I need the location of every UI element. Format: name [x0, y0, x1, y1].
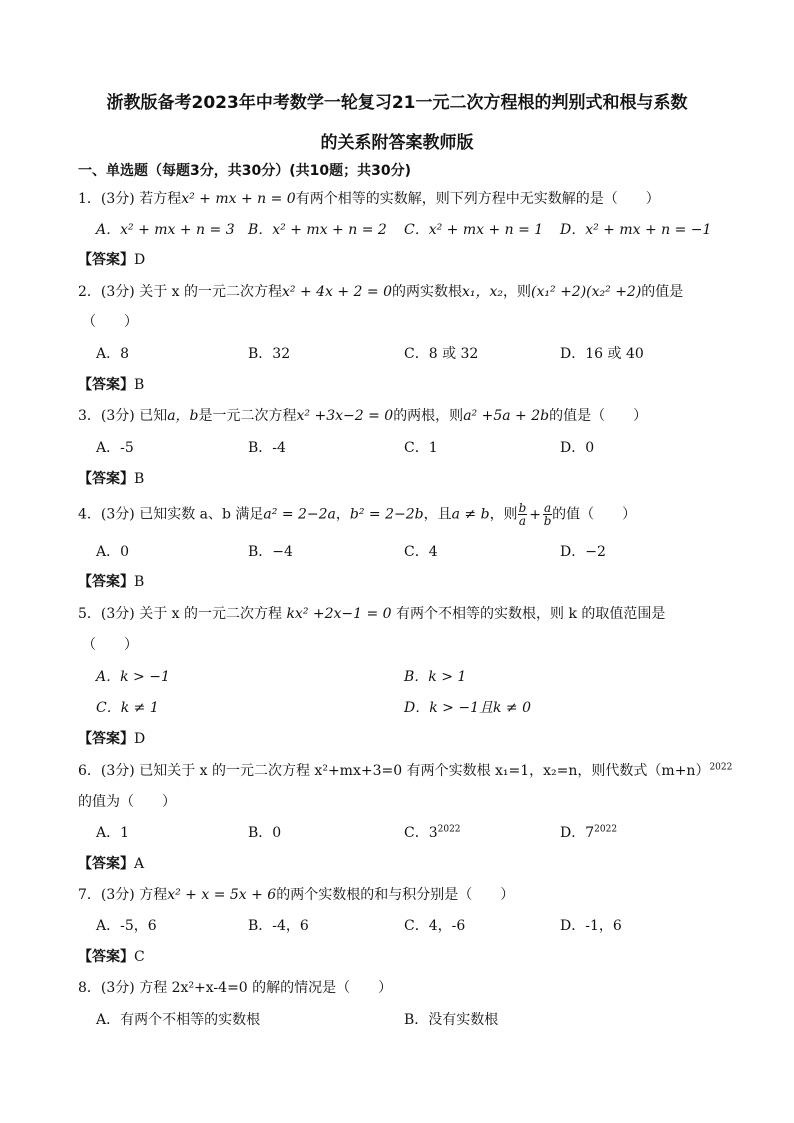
answer-label: 【答案】 [78, 949, 134, 965]
q8-option-a: A．有两个不相等的实数根 [96, 1012, 261, 1028]
q3-mid2: 的两根，则 [393, 408, 464, 424]
q6-option-b: B．0 [248, 825, 282, 841]
q1-answer-value: D [134, 252, 146, 268]
q3-pre: 3．(3分) 已知 [78, 408, 168, 424]
q4-frac2-num: a [543, 501, 552, 515]
answer-label: 【答案】 [78, 471, 134, 487]
answer-label: 【答案】 [78, 377, 134, 393]
q2-expression: (x₁² +2)(x₂² +2) [531, 284, 642, 300]
q3-answer [78, 468, 144, 488]
doc-title-line1: 浙教版备考2023年中考数学一轮复习21一元二次方程根的判别式和根与系数 [106, 93, 688, 113]
q3-mid: 是一元二次方程 [198, 408, 297, 424]
answer-label: 【答案】 [78, 731, 134, 747]
q7-pre: 7．(3分) 方程 [78, 887, 168, 903]
q2-mid: 的两实数根 [392, 284, 463, 300]
q1-option-b: B．x² + mx + n = 2 [248, 222, 387, 238]
q4-frac2-den: b [543, 514, 552, 528]
q4-fraction-a-over-b [543, 502, 552, 527]
q6-option-c [404, 822, 461, 842]
q4-option-a: A．0 [96, 544, 130, 560]
q7-option-c: C．4，-6 [404, 918, 466, 934]
q4-plus: + [529, 506, 541, 523]
q6-option-a: A．1 [96, 825, 130, 841]
question-8: 8．(3分) 方程 2x²+x-4=0 的解的情况是（ ） [78, 980, 393, 996]
q5-option-a: A．k > −1 [96, 669, 170, 685]
q3-option-b: B．-4 [248, 440, 286, 456]
q6-answer-value: A [134, 856, 145, 872]
q3-option-d: D．0 [560, 440, 595, 456]
q4-option-b: B．−4 [248, 544, 293, 560]
q3-post: 的值是（ ） [549, 408, 648, 424]
section-heading: 一、单选题（每题3分，共30分）(共10题；共30分) [78, 163, 411, 179]
q7-answer-value: C [134, 949, 145, 965]
q5-post: 有两个不相等的实数根，则 k 的取值范围是 [396, 606, 666, 622]
q2-mid2: ，则 [503, 284, 532, 300]
q2-answer-value: B [134, 377, 145, 393]
q2-roots: x₁，x₂ [462, 284, 504, 300]
question-4 [78, 502, 636, 527]
q3-option-c: C．1 [404, 440, 438, 456]
q2-option-b: B．32 [248, 346, 291, 362]
q5-pre: 5．(3分) 关于 x 的一元二次方程 [78, 606, 282, 622]
q2-option-d: D．16 或 40 [560, 346, 644, 362]
q4-fraction-b-over-a [518, 502, 528, 527]
answer-label: 【答案】 [78, 574, 134, 590]
question-6 [78, 760, 732, 780]
q5-answer-value: D [134, 731, 146, 747]
question-3 [78, 405, 647, 425]
q4-eq2: b² = 2−2b [349, 506, 424, 523]
q1-pre: 1．(3分) 若方程 [78, 191, 182, 207]
question-6-line2: 的值为（ ） [78, 794, 176, 810]
q7-equation: x² + x = 5x + 6 [167, 887, 277, 903]
q6-option-d-base: D．7 [560, 825, 595, 841]
q7-option-a: A．-5，6 [96, 918, 157, 934]
q5-answer [78, 728, 145, 748]
question-2 [78, 281, 683, 301]
doc-title-line2: 的关系附答案教师版 [320, 133, 474, 153]
q5-equation: kx² +2x−1 = 0 [286, 606, 392, 622]
question-5 [78, 603, 665, 623]
q4-option-d: D．−2 [560, 544, 606, 560]
q3-vars: a，b [167, 408, 199, 424]
question-7 [78, 884, 514, 904]
q4-post: 的值（ ） [552, 506, 637, 523]
q2-pre: 2．(3分) 关于 x 的一元二次方程 [78, 284, 282, 300]
q8-option-b: B．没有实数根 [404, 1012, 499, 1028]
answer-label: 【答案】 [78, 252, 134, 268]
answer-label: 【答案】 [78, 856, 134, 872]
q7-option-b: B．-4，6 [248, 918, 309, 934]
q4-answer-value: B [134, 574, 145, 590]
q5-option-c: C．k ≠ 1 [96, 700, 159, 716]
q1-option-a: A．x² + mx + n = 3 [96, 222, 235, 238]
q5-paren: （ ） [82, 637, 138, 653]
q7-option-d: D．-1，6 [560, 918, 622, 934]
q6-option-c-base: C．3 [404, 825, 438, 841]
q3-answer-value: B [134, 471, 145, 487]
q4-option-c: C．4 [404, 544, 438, 560]
q4-frac1-den: a [518, 514, 526, 528]
q7-answer [78, 946, 145, 966]
q4-mid2: ，则 [489, 506, 518, 523]
q7-post: 的两个实数根的和与积分别是（ ） [276, 887, 515, 903]
q1-option-c: C．x² + mx + n = 1 [404, 222, 544, 238]
q4-cond: a ≠ b [451, 506, 490, 523]
q2-equation: x² + 4x + 2 = 0 [281, 284, 393, 300]
q4-eq1: a² = 2−2a [263, 506, 336, 523]
q2-option-a: A．8 [96, 346, 130, 362]
q3-expression: a² +5a + 2b [463, 408, 550, 424]
q2-paren: （ ） [82, 314, 138, 330]
q2-post: 的值是 [641, 284, 684, 300]
q6-option-d-exp: 2022 [594, 824, 618, 835]
q5-option-b: B．k > 1 [404, 669, 467, 685]
q1-answer [78, 249, 145, 269]
q3-option-a: A．-5 [96, 440, 134, 456]
q4-pre: 4．(3分) 已知实数 a、b 满足 [78, 506, 264, 523]
q6-option-d [560, 822, 617, 842]
q4-sep: ， [335, 506, 350, 523]
q4-frac1-num: b [518, 501, 527, 515]
q1-equation: x² + mx + n = 0 [181, 191, 296, 207]
q4-mid: ，且 [423, 506, 452, 523]
q5-option-d: D．k > −1且k ≠ 0 [404, 700, 531, 716]
q2-answer [78, 374, 144, 394]
q1-option-d: D．x² + mx + n = −1 [560, 222, 712, 238]
q6-option-c-exp: 2022 [437, 824, 461, 835]
q6-answer [78, 853, 144, 873]
q3-equation: x² +3x−2 = 0 [296, 408, 394, 424]
question-1 [78, 188, 660, 208]
q4-answer [78, 571, 144, 591]
q2-option-c: C．8 或 32 [404, 346, 479, 362]
q1-post: 有两个相等的实数解，则下列方程中无实数解的是（ ） [295, 191, 660, 207]
q6-pre: 6．(3分) 已知关于 x 的一元二次方程 x²+mx+3=0 有两个实数根 x₁=1，x₂=n，则代数式（m+n） [78, 763, 710, 779]
q6-exponent: 2022 [709, 762, 733, 773]
